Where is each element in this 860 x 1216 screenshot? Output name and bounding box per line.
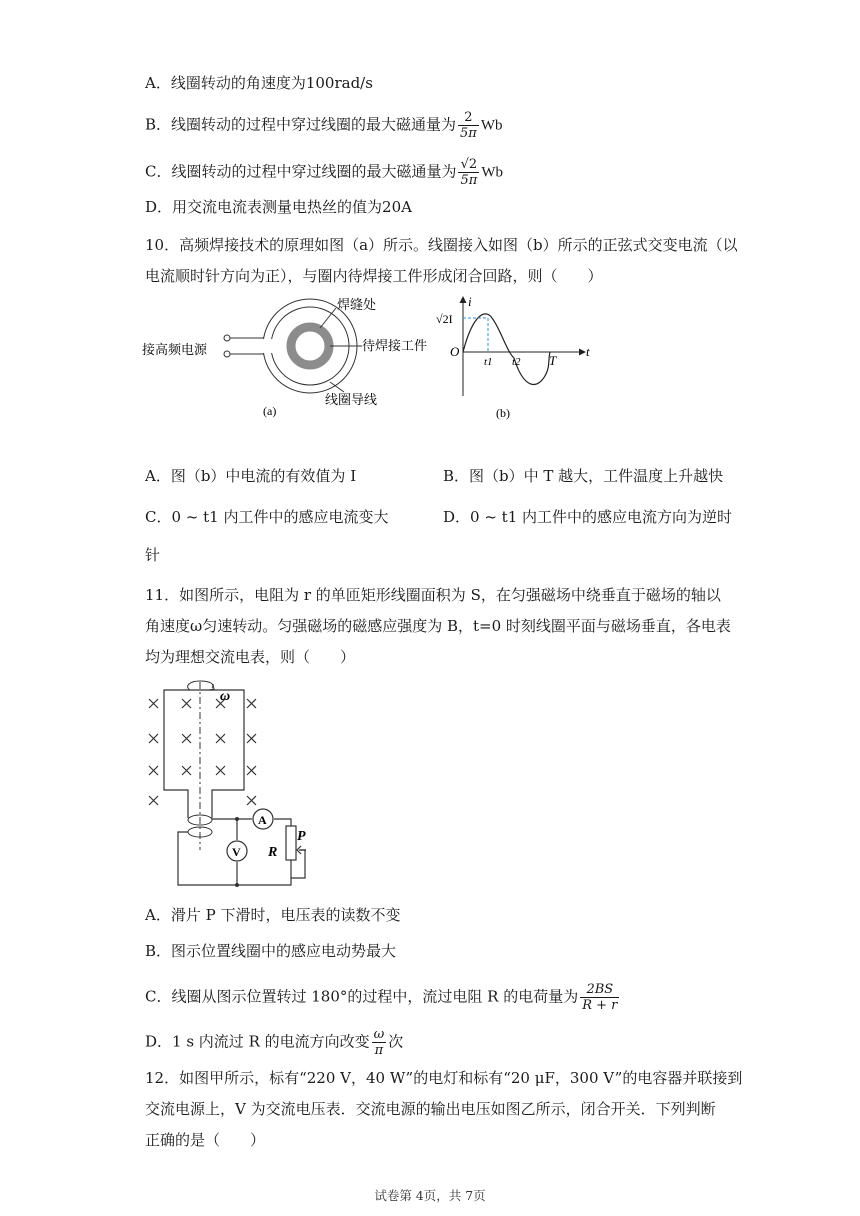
junction-dot-bottom <box>235 883 239 887</box>
ammeter-label: A <box>258 813 267 827</box>
fig-a-caption: (a) <box>263 404 277 418</box>
q10-option-b: B．图（b）中 T 越大，工件温度上升越快 <box>443 467 724 485</box>
workpiece <box>291 327 329 365</box>
q9-option-c-unit: Wb <box>481 164 503 181</box>
q10-option-d-continued: 针 <box>145 546 161 564</box>
terminal-bottom <box>224 351 230 357</box>
q10-option-c: C．0 ~ t1 内工件中的感应电流变大 <box>145 508 389 526</box>
fig-a-weld-label: 焊缝处 <box>337 298 377 313</box>
rotation-arrowhead <box>209 684 214 690</box>
q12-stem-line-3: 正确的是（ ） <box>145 1131 266 1149</box>
fig-b-x-label: t <box>586 344 590 359</box>
fraction-denominator: R + r <box>582 998 618 1013</box>
fig-b-T-label: T <box>549 353 557 368</box>
q11-figure <box>140 678 320 890</box>
q9-option-b-fraction <box>458 110 479 141</box>
fig-a-source-label: 接高频电源 <box>142 343 208 358</box>
coil-gap <box>258 339 274 353</box>
q11-option-c <box>145 982 621 1013</box>
q9-option-b-text: B．线圈转动的过程中穿过线圈的最大磁通量为 <box>145 115 457 134</box>
terminal-top <box>224 335 230 341</box>
fig-b-caption: (b) <box>496 406 510 420</box>
q10-figure-b <box>432 294 602 424</box>
q11-option-d-suffix: 次 <box>388 1032 404 1051</box>
q9-option-c-fraction <box>458 157 479 188</box>
fig-b-t1-label: t1 <box>484 356 493 368</box>
q10-figure-a <box>140 292 440 422</box>
q10-option-a: A．图（b）中电流的有效值为 I <box>145 467 357 485</box>
q11-option-b: B．图示位置线圈中的感应电动势最大 <box>145 942 397 960</box>
fraction-numerator: 2BS <box>580 982 619 998</box>
q11-option-c-fraction <box>580 982 619 1013</box>
fig-b-origin: O <box>450 344 460 359</box>
q11-stem-line-1: 11．如图所示，电阻为 r 的单匝矩形线圈面积为 S，在匀强磁场中绕垂直于磁场的轴以 <box>145 586 721 604</box>
fig-b-t2-label: t2 <box>512 356 521 368</box>
q10-stem-line-2: 电流顺时针方向为正），与圈内待焊接工件形成闭合回路，则（ ） <box>145 267 603 285</box>
q11-option-a: A．滑片 P 下滑时，电压表的读数不变 <box>145 906 401 924</box>
fraction-numerator: √2 <box>458 157 479 173</box>
page-footer: 试卷第 4页，共 7页 <box>374 1188 486 1203</box>
slider-label: P <box>297 829 306 844</box>
q12-stem-line-2: 交流电源上，V 为交流电压表．交流电源的输出电压如图乙所示，闭合开关．下列判断 <box>145 1100 716 1118</box>
fig-b-peak-label: √2I <box>436 312 453 326</box>
fig-a-coil-label: 线圈导线 <box>325 393 378 408</box>
q9-option-b-unit: Wb <box>480 117 503 134</box>
fig-a-work-label: 待焊接工件 <box>362 339 428 354</box>
fraction-denominator: 5π <box>460 126 477 141</box>
fig-b-sine-curve <box>463 314 550 385</box>
fraction-numerator: ω <box>373 1027 385 1042</box>
fraction-denominator: π <box>374 1043 384 1058</box>
q10-stem-line-1: 10．高频焊接技术的原理如图（a）所示。线圈接入如图（b）所示的正弦式交变电流（以 <box>145 236 738 254</box>
q11-option-c-text: C．线圈从图示位置转过 180°的过程中，流过电阻 R 的电荷量为 <box>145 987 579 1006</box>
rectangular-coil <box>164 690 244 818</box>
q10-option-d: D．0 ~ t1 内工件中的感应电流方向为逆时 <box>443 508 733 526</box>
q9-option-a: A．线圈转动的角速度为100rad/s <box>145 74 373 92</box>
q11-stem-line-3: 均为理想交流电表，则（ ） <box>145 648 356 666</box>
q12-stem-line-1: 12．如图甲所示，标有“220 V，40 W”的电灯和标有“20 μF，300 V”的电容器并联接到 <box>145 1069 743 1087</box>
q9-option-b <box>145 110 503 141</box>
resistor-label: R <box>268 845 278 860</box>
q11-option-d <box>145 1027 403 1058</box>
fraction-numerator: 2 <box>458 110 479 126</box>
q11-stem-line-2: 角速度ω匀速转动。匀强磁场的磁感应强度为 B，t=0 时刻线圈平面与磁场垂直，各电表 <box>145 617 731 635</box>
fig-b-y-label: i <box>468 294 472 309</box>
voltmeter-label: V <box>232 845 241 859</box>
resistor-icon <box>286 826 296 860</box>
junction-dot-top <box>235 817 239 821</box>
magnetic-field-crosses <box>149 699 256 805</box>
q11-option-d-text: D．1 s 内流过 R 的电流方向改变 <box>145 1032 370 1051</box>
fraction-denominator: 5π <box>460 173 478 188</box>
q11-option-d-fraction <box>372 1027 387 1058</box>
omega-label: ω <box>220 689 231 704</box>
q9-option-d: D．用交流电流表测量电热丝的值为20A <box>145 198 412 216</box>
q9-option-c-text: C．线圈转动的过程中穿过线圈的最大磁通量为 <box>145 162 457 181</box>
q9-option-c <box>145 157 503 188</box>
